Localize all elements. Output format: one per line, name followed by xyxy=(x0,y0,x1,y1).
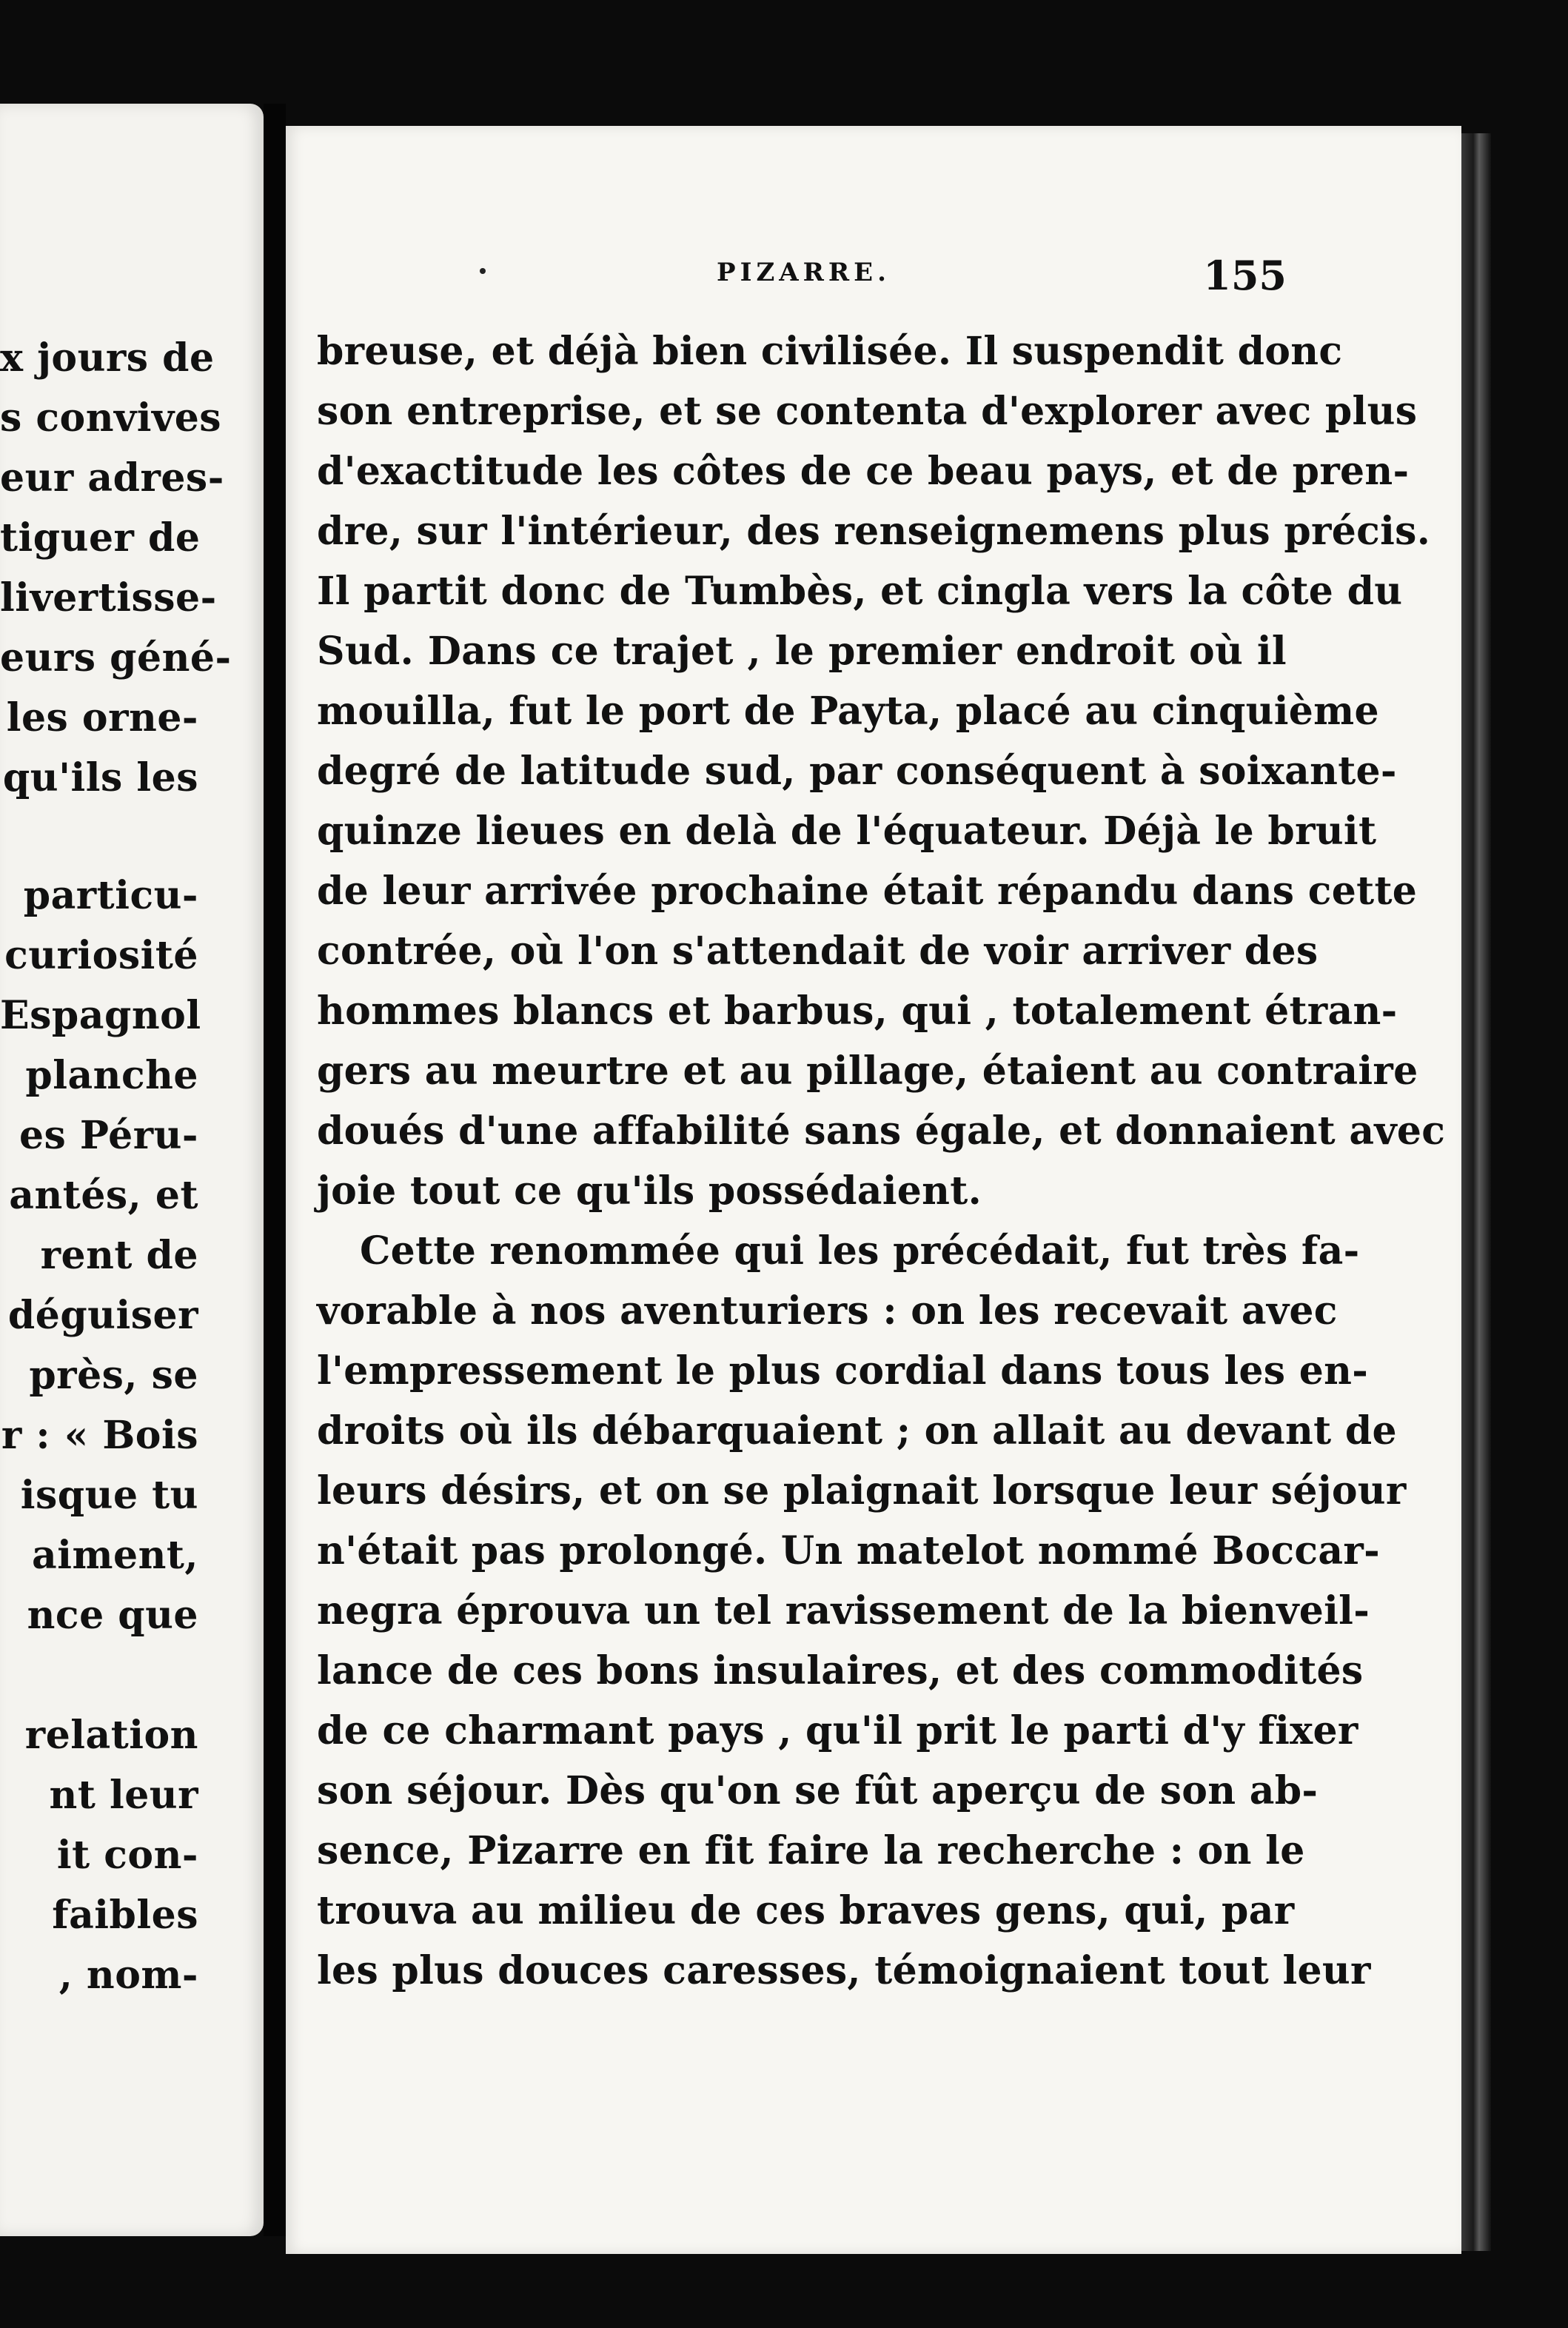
left-line: antés, et xyxy=(9,1173,198,1218)
running-head xyxy=(317,252,1287,311)
paragraph-last-line: joie tout ce qu'ils possédaient. xyxy=(317,1168,982,1214)
text-line: les plus douces caresses, témoignaient tout leur xyxy=(317,1948,1371,1993)
left-line: tiguer de xyxy=(0,515,201,561)
left-line: , nom- xyxy=(58,1953,198,1998)
text-line: de ce charmant pays , qu'il prit le parti d'y fixer xyxy=(317,1708,1358,1753)
text-line: droits où ils débarquaient ; on allait au devant de xyxy=(317,1408,1397,1454)
left-page xyxy=(0,104,264,2236)
running-title: PIZARRE. xyxy=(717,258,891,287)
text-line: negra éprouva un tel ravissement de la bienveil- xyxy=(317,1588,1370,1633)
left-line: r : « Bois xyxy=(1,1413,198,1458)
text-line: leurs désirs, et on se plaignait lorsque leur séjour xyxy=(317,1468,1407,1513)
left-line: relation xyxy=(24,1713,198,1758)
text-line: quinze lieues en delà de l'équateur. Déjà le bruit xyxy=(317,809,1377,854)
left-line: aiment, xyxy=(32,1533,198,1578)
text-line: gers au meurtre et au pillage, étaient au contraire xyxy=(317,1048,1418,1094)
text-line: vorable à nos aventuriers : on les recevait avec xyxy=(317,1288,1338,1334)
text-line: son séjour. Dès qu'on se fût aperçu de son ab- xyxy=(317,1768,1319,1813)
text-line: mouilla, fut le port de Payta, placé au cinquième xyxy=(317,689,1379,734)
left-line: faibles xyxy=(52,1893,198,1938)
text-line: degré de latitude sud, par conséquent à soixante- xyxy=(317,749,1397,794)
left-line: livertisse- xyxy=(0,575,217,621)
left-line: s convives xyxy=(0,395,222,441)
text-line: l'empressement le plus cordial dans tous les en- xyxy=(317,1348,1369,1394)
left-line: particu- xyxy=(23,873,198,918)
text-line: Il partit donc de Tumbès, et cingla vers la côte du xyxy=(317,569,1403,614)
text-line: n'était pas prolongé. Un matelot nommé Boccar- xyxy=(317,1528,1380,1573)
left-line: planche xyxy=(25,1053,198,1098)
text-line: son entreprise, et se contenta d'explorer avec plus xyxy=(317,389,1418,434)
text-line: doués d'une affabilité sans égale, et donnaient avec xyxy=(317,1108,1446,1154)
text-line: sence, Pizarre en fit faire la recherche : on le xyxy=(317,1828,1305,1873)
text-line: de leur arrivée prochaine était répandu dans cette xyxy=(317,869,1418,914)
left-line: rent de xyxy=(40,1233,198,1278)
book-gutter xyxy=(264,104,286,2236)
left-line: curiosité xyxy=(4,933,198,978)
left-line: eurs géné- xyxy=(0,635,232,680)
left-line: x jours de xyxy=(0,335,215,381)
left-line: it con- xyxy=(56,1833,198,1878)
left-page-text xyxy=(0,328,232,2005)
left-line: nt leur xyxy=(49,1773,198,1818)
left-line: qu'ils les xyxy=(2,755,198,800)
paragraph-first-line: Cette renommée qui les précédait, fut très fa- xyxy=(360,1228,1360,1274)
text-line: Sud. Dans ce trajet , le premier endroit où il xyxy=(317,629,1287,674)
left-line: es Péru- xyxy=(19,1113,198,1158)
left-line: isque tu xyxy=(20,1473,198,1518)
left-line: eur adres- xyxy=(0,455,224,501)
left-line: Espagnol xyxy=(0,993,201,1038)
left-line: nce que xyxy=(27,1593,198,1638)
text-line: breuse, et déjà bien civilisée. Il suspendit donc xyxy=(317,329,1343,374)
left-line: les orne- xyxy=(6,695,198,740)
text-line: dre, sur l'intérieur, des renseignemens plus précis. xyxy=(317,509,1431,554)
text-line: trouva au milieu de ces braves gens, qui, par xyxy=(317,1888,1295,1933)
page-edge xyxy=(1461,133,1491,2251)
page-number: 155 xyxy=(1203,252,1287,299)
left-line: près, se xyxy=(29,1353,198,1398)
text-line: d'exactitude les côtes de ce beau pays, et de pren- xyxy=(317,449,1410,494)
text-line: contrée, où l'on s'attendait de voir arriver des xyxy=(317,929,1319,974)
left-line: déguiser xyxy=(7,1293,198,1338)
ink-dot xyxy=(480,268,486,274)
text-line: hommes blancs et barbus, qui , totalement étran- xyxy=(317,989,1398,1034)
right-page-text xyxy=(317,321,1446,2001)
text-line: lance de ces bons insulaires, et des commodités xyxy=(317,1648,1364,1693)
